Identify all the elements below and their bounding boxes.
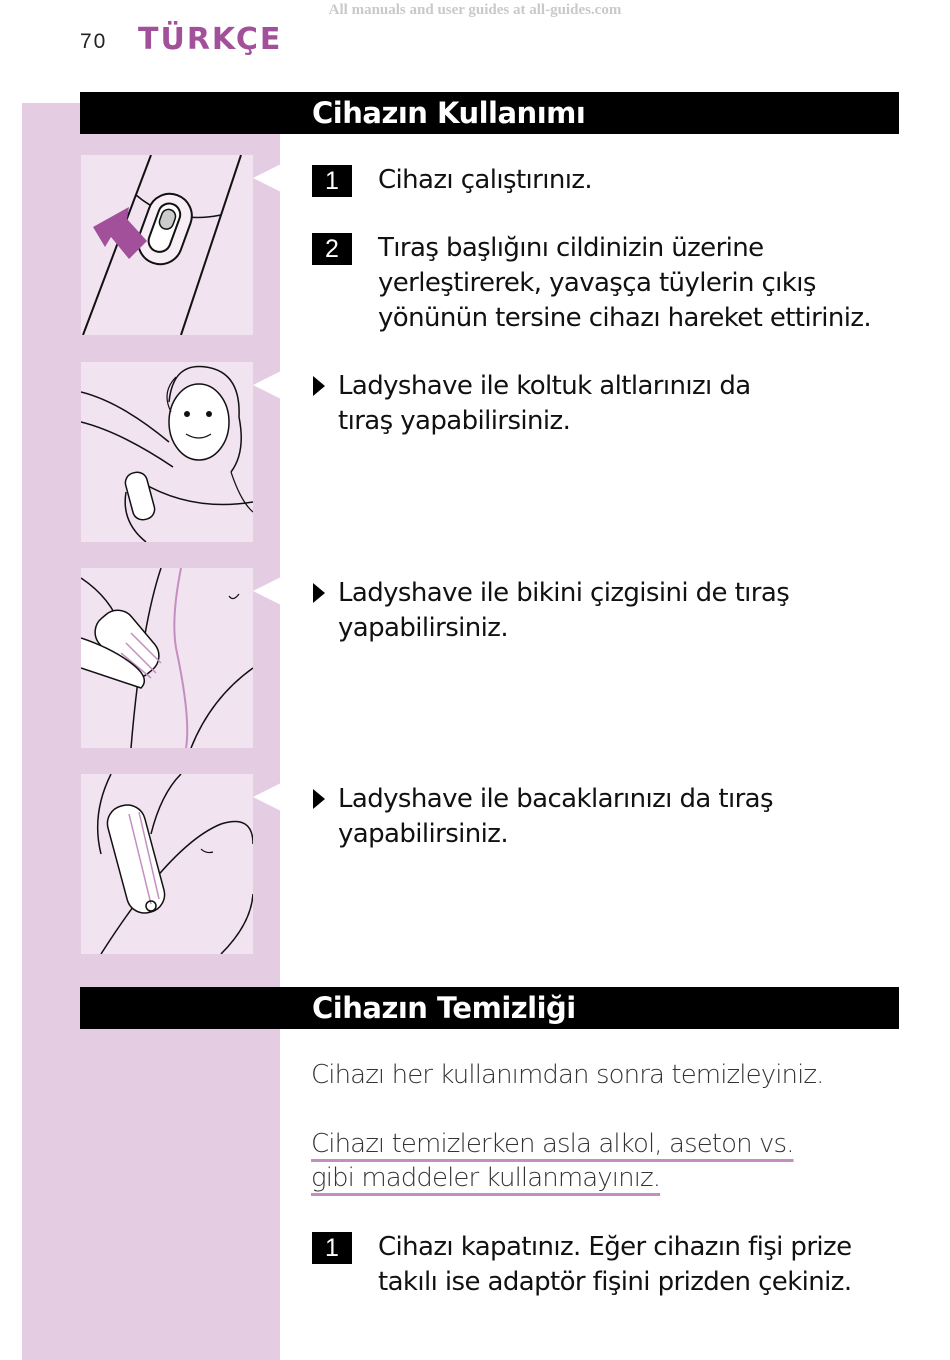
- pointer-4: [253, 783, 281, 811]
- bullet-marker: [313, 376, 325, 396]
- step-text: Cihazı çalıştırınız.: [378, 165, 593, 195]
- section-heading-usage: [80, 92, 899, 134]
- cleaning-intro: Cihazı her kullanımdan sonra temizleyiniz.: [311, 1060, 824, 1090]
- illustration-switch-on: [81, 155, 253, 335]
- watermark: All manuals and user guides at all-guides.com: [328, 2, 622, 18]
- bullet-marker: [313, 789, 325, 809]
- bullet-text: Ladyshave ile bikini çizgisini de tıraş yapabilirsiniz.: [338, 578, 790, 643]
- section-heading-cleaning: [80, 987, 899, 1029]
- illustration-bikini-line: [81, 568, 253, 748]
- cleaning-warning: Cihazı temizlerken asla alkol, aseton vs. gibi maddeler kullanmayınız.: [311, 1129, 794, 1193]
- bullet-text: Ladyshave ile bacaklarınızı da tıraş yapabilirsiniz.: [338, 784, 773, 849]
- illustration-underarm: [81, 362, 253, 542]
- bullet-text: Ladyshave ile koltuk altlarınızı da tıraş yapabilirsiniz.: [338, 371, 751, 436]
- pointer-1: [253, 164, 281, 192]
- illustration-legs: [81, 774, 253, 954]
- step-text: Cihazı kapatınız. Eğer cihazın fişi prize takılı ise adaptör fişini prizden çekiniz.: [378, 1232, 852, 1297]
- step-number: 1: [312, 165, 352, 197]
- language-heading: TÜRKÇE: [138, 22, 283, 57]
- section-title-usage: Cihazın Kullanımı: [312, 96, 586, 130]
- step-text: Tıraş başlığını cildinizin üzerine yerleştirerek, yavaşça tüylerin çıkış yönünün tersine cihazı hareket ettiriniz.: [378, 233, 872, 333]
- bullet-marker: [313, 583, 325, 603]
- pointer-3: [253, 577, 281, 605]
- page-number: 70: [80, 30, 108, 53]
- step-number: 2: [312, 233, 352, 265]
- pointer-2: [253, 371, 281, 399]
- step-number: 1: [312, 1232, 352, 1264]
- section-title-cleaning: Cihazın Temizliği: [312, 991, 576, 1025]
